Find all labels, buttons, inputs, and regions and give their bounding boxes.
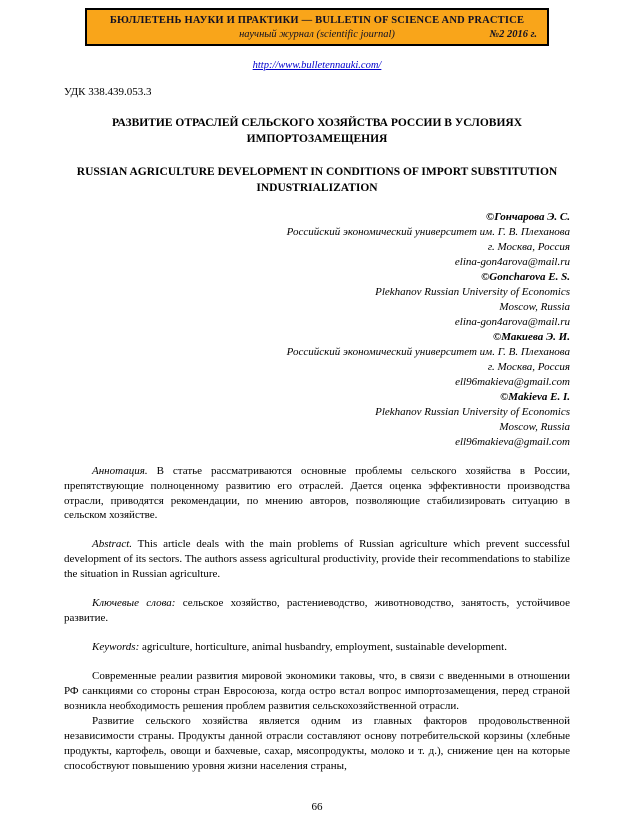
journal-url-link[interactable]: http://www.bulletennauki.com/: [252, 60, 382, 71]
author-city: г. Москва, Россия: [487, 360, 570, 373]
author-block: [64, 390, 570, 450]
author-affiliation: Российский экономический университет им. Г. В. Плеханова: [286, 226, 570, 239]
journal-title: БЮЛЛЕТЕНЬ НАУКИ И ПРАКТИКИ — BULLETIN OF SCIENCE AND PRACTICE: [109, 15, 525, 26]
body-paragraph: Современные реалии развития мировой экономики таковы, что, в связи с введенными в отношении РФ санкциями со стороны стран Евросоюза, когда остро встал вопрос импортозамещения, перед страной возникла необходимость решения проблем развития сельскохозяйственной отрасли.: [64, 670, 570, 713]
author-name: ©Makieva E. I.: [500, 390, 570, 403]
author-email: elina-gon4arova@mail.ru: [454, 256, 570, 269]
annotation-label: Аннотация.: [92, 464, 148, 477]
author-affiliation: Российский экономический университет им. Г. В. Плеханова: [286, 345, 570, 358]
author-affiliation: Plekhanov Russian University of Economics: [375, 405, 570, 418]
udc-number: УДК 338.439.053.3: [64, 86, 152, 98]
keywords-ru-label: Ключевые слова:: [92, 597, 176, 610]
keywords-en-label: Keywords:: [92, 641, 140, 654]
author-affiliation: Plekhanov Russian University of Economics: [375, 286, 570, 299]
author-city: Moscow, Russia: [499, 420, 570, 433]
journal-issue: №2 2016 г.: [489, 29, 537, 40]
keywords-ru-text: сельское хозяйство, растениеводство, животноводство, занятость, устойчивое развитие.: [64, 597, 571, 625]
annotation-paragraph: [64, 464, 570, 524]
keywords-ru-paragraph: [64, 596, 570, 626]
author-email: ell96makieva@gmail.com: [455, 435, 570, 448]
annotation-text: В статье рассматриваются основные проблемы сельского хозяйства в России, препятствующие полноценному развитию его отраслей. Дается оценка эффективности производства отрасли, приводятся рекомендации, по мнению авторов, позволяющие стабилизировать ситуацию в сельском хозяйстве.: [64, 464, 571, 522]
keywords-en-text: agriculture, horticulture, animal husbandry, employment, sustainable development.: [142, 641, 507, 654]
abstract-paragraph: [64, 537, 570, 582]
author-city: г. Москва, Россия: [487, 241, 570, 254]
body-paragraph: Развитие сельского хозяйства является одним из главных факторов продовольственной независимости страны. Продукты данной отрасли составляют основу потребительской корзины (хлебные продукты, картофель, овощи и бахчевые, сахар, мясопродукты, молоко и т. д.), снижение цен на которые способствуют повышению уровня жизни населения страны,: [64, 715, 570, 772]
keywords-en-paragraph: [64, 640, 570, 655]
article-title-ru: РАЗВИТИЕ ОТРАСЛЕЙ СЕЛЬСКОГО ХОЗЯЙСТВА РОССИИ В УСЛОВИЯХ ИМПОРТОЗАМЕЩЕНИЯ: [111, 117, 523, 146]
author-name: ©Макиева Э. И.: [493, 331, 570, 343]
journal-subtitle: научный журнал (scientific journal): [239, 29, 395, 40]
journal-masthead: [85, 8, 549, 46]
abstract-label: Abstract.: [92, 538, 133, 551]
author-name: ©Goncharova E. S.: [481, 271, 570, 284]
journal-subtitle-row: [95, 29, 539, 40]
page-number: 66: [311, 801, 323, 813]
author-block: [64, 270, 570, 330]
article-title-en: RUSSIAN AGRICULTURE DEVELOPMENT IN CONDITIONS OF IMPORT SUBSTITUTION INDUSTRIALIZATION: [76, 166, 558, 195]
author-email: elina-gon4arova@mail.ru: [454, 316, 570, 329]
author-block: [64, 210, 570, 270]
author-city: Moscow, Russia: [499, 301, 570, 314]
author-email: ell96makieva@gmail.com: [455, 375, 570, 388]
abstract-text: This article deals with the main problems of Russian agriculture which prevent successful development of its sectors. The authors assess agricultural productivity, provide their recommendations to stabilize the situation in Russian agriculture.: [64, 538, 570, 581]
site-link-row: [64, 59, 570, 71]
authors-block: [64, 210, 570, 449]
author-name: ©Гончарова Э. С.: [485, 211, 570, 224]
author-block: [64, 330, 570, 390]
